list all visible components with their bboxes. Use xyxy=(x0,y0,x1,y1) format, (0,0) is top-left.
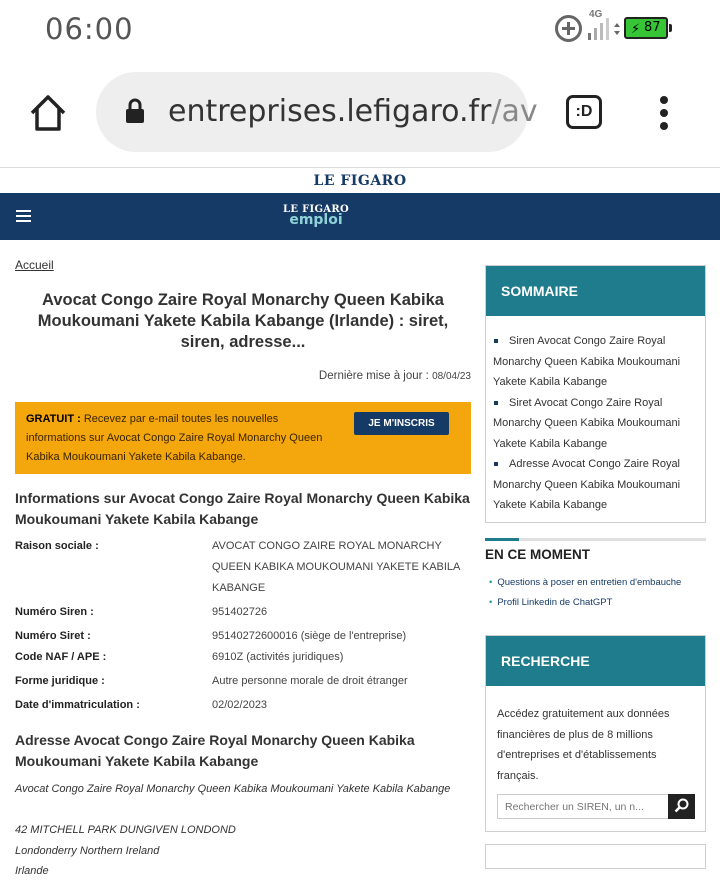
browser-toolbar xyxy=(0,60,720,168)
charging-icon: ⚡ xyxy=(631,21,641,36)
info-section-title: Informations sur Avocat Congo Zaire Royal Monarchy Queen Kabika Moukoumani Yakete Kabila Kabange xyxy=(15,490,470,527)
siren-search-input[interactable] xyxy=(497,794,669,819)
info-value-date: 02/02/2023 xyxy=(212,699,268,711)
lock-icon xyxy=(124,98,146,124)
breadcrumb-home-link[interactable]: Accueil xyxy=(15,258,54,272)
address-bar[interactable] xyxy=(96,72,538,152)
status-bar xyxy=(0,0,720,60)
subscribe-button[interactable]: JE M'INSCRIS xyxy=(354,412,449,435)
moment-link-entretien[interactable]: • Questions à poser en entretien d'embauche xyxy=(489,577,681,588)
status-time: 06:00 xyxy=(45,12,134,46)
info-value-raison: AVOCAT CONGO ZAIRE ROYAL MONARCHY QUEEN KABIKA MOUKOUMANI YAKETE KABILA KABANGE xyxy=(212,540,460,594)
sommaire-box xyxy=(485,265,706,523)
site-header xyxy=(0,169,720,193)
address-street: 42 MITCHELL PARK DUNGIVEN LONDOND xyxy=(15,824,236,836)
emploi-logo-line2: emploi xyxy=(289,212,343,228)
last-update-date: 08/04/23 xyxy=(432,371,471,382)
info-value-forme: Autre personne morale de droit étranger xyxy=(212,675,408,687)
recherche-description: Accédez gratuitement aux données financières de plus de 8 millions d'entreprises et d'établissements français. xyxy=(497,708,670,782)
data-saver-icon xyxy=(555,15,582,42)
info-label-raison: Raison sociale : xyxy=(15,540,99,552)
info-label-date: Date d'immatriculation : xyxy=(15,699,140,711)
battery-icon xyxy=(624,17,668,39)
signal-icon xyxy=(588,18,620,40)
info-value-siren: 951402726 xyxy=(212,606,268,618)
emploi-logo-line1: LE FIGARO xyxy=(283,204,349,215)
info-value-siret: 95140272600016 (siège de l'entreprise) xyxy=(212,630,407,642)
promo-text xyxy=(26,410,326,467)
more-menu-icon[interactable] xyxy=(657,96,671,130)
sommaire-item-adresse[interactable]: Adresse Avocat Congo Zaire Royal Monarchy Queen Kabika Moukoumani Yakete Kabila Kabange xyxy=(493,454,698,516)
last-update xyxy=(319,370,471,382)
sommaire-title: SOMMAIRE xyxy=(486,266,705,316)
recherche-box xyxy=(485,635,706,832)
search-button[interactable] xyxy=(668,794,695,819)
address-section-title: Adresse Avocat Congo Zaire Royal Monarchy Queen Kabika Moukoumani Yakete Kabila Kabange xyxy=(15,732,415,769)
en-ce-moment-title: EN CE MOMENT xyxy=(485,547,591,562)
page-title: Avocat Congo Zaire Royal Monarchy Queen Kabika Moukoumani Yakete Kabila Kabange (Irlande) : siret, siren, adresse... xyxy=(37,291,449,351)
emploi-nav-bar xyxy=(0,193,720,240)
address-country: Irlande xyxy=(15,865,49,877)
sommaire-item-siret[interactable]: Siret Avocat Congo Zaire Royal Monarchy Queen Kabika Moukoumani Yakete Kabila Kabange xyxy=(493,393,698,455)
hamburger-menu-icon[interactable] xyxy=(16,210,31,222)
url-path: /av xyxy=(491,94,538,129)
tab-switcher-button[interactable]: :D xyxy=(566,95,602,129)
search-icon xyxy=(668,794,695,819)
figaro-logo[interactable]: LE FIGARO xyxy=(313,173,407,189)
battery-level: 87 xyxy=(644,20,661,35)
promo-body: Recevez par e-mail toutes les nouvelles informations sur Avocat Congo Zaire Royal Monarchy Queen Kabika Moukoumani Yakete Kabila Kabange. xyxy=(26,413,323,463)
home-icon[interactable] xyxy=(28,93,68,133)
url-text xyxy=(168,94,538,134)
address-city: Londonderry Northern Ireland xyxy=(15,845,160,857)
main-content xyxy=(15,240,471,894)
info-label-siret: Numéro Siret : xyxy=(15,630,91,642)
info-label-siren: Numéro Siren : xyxy=(15,606,94,618)
sommaire-item-siren[interactable]: Siren Avocat Congo Zaire Royal Monarchy Queen Kabika Moukoumani Yakete Kabila Kabange xyxy=(493,331,698,393)
info-label-forme: Forme juridique : xyxy=(15,675,105,687)
moment-link-linkedin[interactable]: • Profil Linkedin de ChatGPT xyxy=(489,597,612,608)
info-label-naf: Code NAF / APE : xyxy=(15,651,107,663)
newsletter-promo xyxy=(15,402,471,474)
sommaire-list xyxy=(493,331,698,516)
ad-placeholder xyxy=(485,844,706,869)
network-type: 4G xyxy=(589,9,603,20)
last-update-label: Dernière mise à jour : xyxy=(318,370,429,382)
promo-strong: GRATUIT : xyxy=(26,413,81,425)
emploi-logo[interactable] xyxy=(280,204,352,227)
info-value-naf: 6910Z (activités juridiques) xyxy=(212,651,344,663)
url-domain: entreprises.lefigaro.fr xyxy=(168,94,492,129)
recherche-title: RECHERCHE xyxy=(486,636,705,686)
section-divider xyxy=(485,538,706,541)
address-name: Avocat Congo Zaire Royal Monarchy Queen Kabika Moukoumani Yakete Kabila Kabange xyxy=(15,783,451,795)
